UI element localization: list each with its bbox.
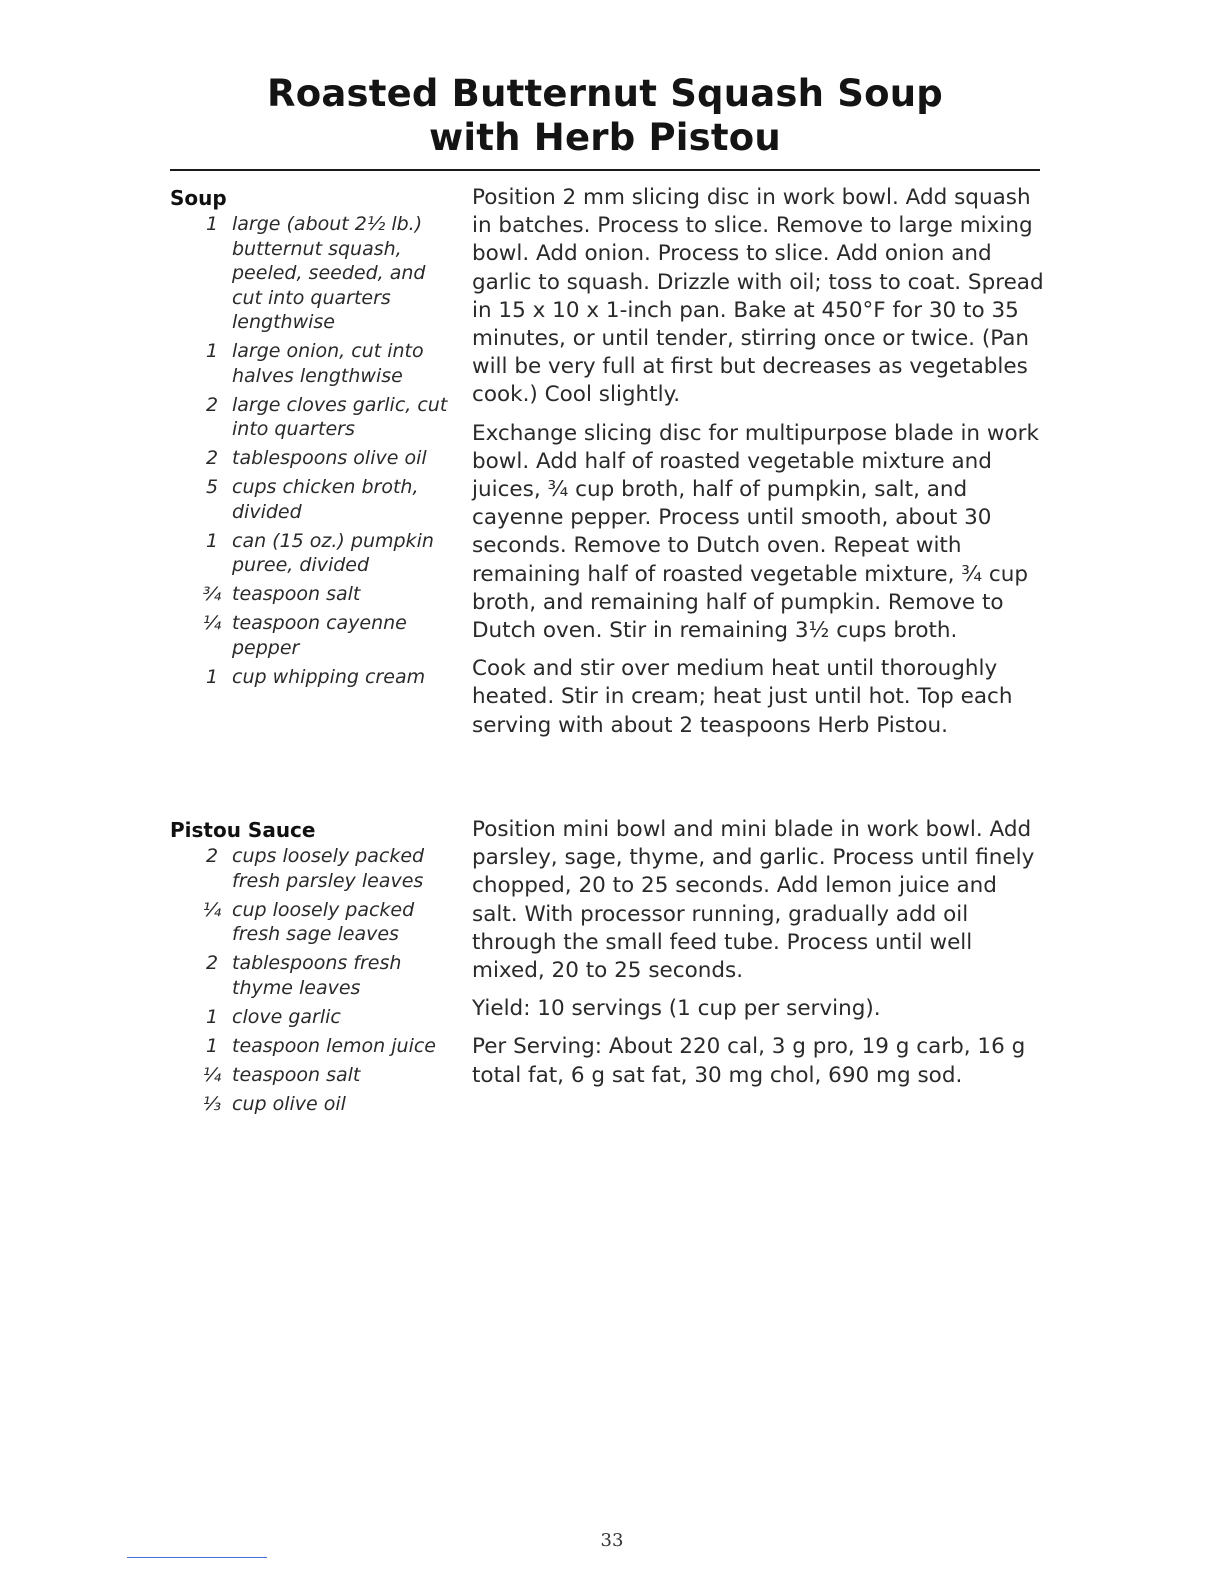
ingredient-text: teaspoon salt — [232, 583, 361, 605]
pistou-directions — [472, 816, 1044, 1100]
ingredient-item — [170, 1092, 450, 1117]
ingredient-text: large cloves garlic, cut into quarters — [232, 393, 448, 440]
footer-link-underline[interactable] — [127, 1557, 267, 1558]
pistou-ingredient-list — [170, 844, 450, 1116]
ingredient-quantity: ¼ — [202, 1063, 222, 1086]
recipe-title — [170, 72, 1040, 160]
direction-paragraph: Position 2 mm slicing disc in work bowl. Add squash in batches. Process to slice. Remove to large mixing bowl. Add onion. Process to slice. Add onion and garlic to squash. Drizzle with oil; toss to coat. Spread in 15 x 10 x 1-inch pan. Bake at 450°F for 30 to 35 minutes, or until tender, stirring once or twice. (Pan will be very full at first but decreases as vegetables cook.) Cool slightly. — [472, 185, 1044, 408]
ingredient-text: cup loosely packed fresh sage leaves — [232, 898, 415, 945]
ingredient-text: can (15 oz.) pumpkin puree, divided — [232, 529, 434, 576]
ingredient-text: cups chicken broth, divided — [232, 476, 419, 523]
ingredient-quantity: 2 — [205, 952, 219, 974]
ingredient-item — [170, 611, 450, 660]
ingredient-quantity: 1 — [205, 529, 219, 552]
soup-ingredient-list — [170, 212, 450, 689]
ingredient-item — [170, 446, 450, 471]
ingredient-item — [170, 393, 450, 442]
ingredient-item — [170, 529, 450, 578]
ingredient-text: cups loosely packed fresh parsley leaves — [232, 845, 425, 892]
ingredient-quantity: 2 — [205, 447, 219, 469]
ingredient-quantity: 1 — [205, 213, 219, 235]
ingredient-text: tablespoons olive oil — [232, 447, 427, 469]
ingredient-quantity: 5 — [205, 476, 219, 498]
nutrition-text: Per Serving: About 220 cal, 3 g pro, 19 g carb, 16 g total fat, 6 g sat fat, 30 mg chol, 690 mg sod. — [472, 1034, 1026, 1088]
ingredient-item — [170, 898, 450, 947]
ingredient-item — [170, 1034, 450, 1059]
direction-paragraph: Exchange slicing disc for multipurpose blade in work bowl. Add half of roasted vegetable mixture and juices, ¾ cup broth, half of pumpkin, salt, and cayenne pepper. Process until smooth, about 30 seconds. Remove to Dutch oven. Repeat with remaining half of roasted vegetable mixture, ¾ cup broth, and remaining half of pumpkin. Remove to Dutch oven. Stir in remaining 3½ cups broth. — [472, 420, 1039, 644]
ingredient-item — [170, 951, 450, 1000]
yield-text: Yield: 10 servings (1 cup per serving). — [472, 996, 881, 1022]
ingredient-text: tablespoons fresh thyme leaves — [232, 952, 402, 999]
ingredient-item — [170, 665, 450, 690]
soup-ingredients — [170, 184, 450, 694]
page-number: 33 — [600, 1530, 624, 1551]
ingredient-item — [170, 339, 450, 388]
ingredient-quantity: ¾ — [202, 583, 222, 605]
ingredient-quantity: ⅓ — [202, 1092, 222, 1115]
ingredient-text: cup whipping cream — [232, 665, 426, 688]
soup-heading: Soup — [170, 186, 227, 210]
ingredient-item — [170, 1005, 450, 1030]
ingredient-quantity: ¼ — [202, 612, 222, 634]
ingredient-item — [170, 1063, 450, 1088]
ingredient-text: teaspoon cayenne pepper — [232, 612, 407, 659]
ingredient-quantity: 1 — [205, 340, 219, 362]
ingredient-text: teaspoon lemon juice — [232, 1034, 436, 1057]
pistou-ingredients — [170, 816, 450, 1121]
ingredient-quantity: 2 — [205, 845, 219, 867]
ingredient-text: clove garlic — [232, 1005, 341, 1028]
pistou-heading: Pistou Sauce — [170, 818, 316, 842]
ingredient-item — [170, 475, 450, 524]
ingredient-text: teaspoon salt — [232, 1063, 361, 1086]
ingredient-item — [170, 582, 450, 607]
recipe-title-line-2: with Herb Pistou — [429, 116, 781, 159]
soup-directions — [472, 184, 1044, 750]
recipe-title-line-1: Roasted Butternut Squash Soup — [267, 72, 943, 115]
direction-paragraph: Position mini bowl and mini blade in work bowl. Add parsley, sage, thyme, and garlic. Process until finely chopped, 20 to 25 seconds. Add lemon juice and salt. With processor running, gradually add oil through the small feed tube. Process until well mixed, 20 to 25 seconds. — [472, 817, 1035, 984]
ingredient-quantity: 1 — [205, 1034, 219, 1057]
title-divider — [170, 169, 1040, 171]
ingredient-item — [170, 844, 450, 893]
ingredient-text: large (about 2½ lb.) butternut squash, peeled, seeded, and cut into quarters lengthwise — [232, 213, 426, 333]
ingredient-text: cup olive oil — [232, 1092, 346, 1115]
ingredient-item — [170, 212, 450, 335]
ingredient-quantity: 2 — [205, 393, 219, 416]
direction-paragraph: Cook and stir over medium heat until thoroughly heated. Stir in cream; heat just until hot. Top each serving with about 2 teaspoons Herb Pistou. — [472, 656, 1013, 738]
ingredient-quantity: 1 — [205, 1005, 219, 1028]
ingredient-quantity: ¼ — [202, 898, 222, 921]
ingredient-quantity: 1 — [205, 665, 219, 688]
ingredient-text: large onion, cut into halves lengthwise — [232, 340, 424, 387]
